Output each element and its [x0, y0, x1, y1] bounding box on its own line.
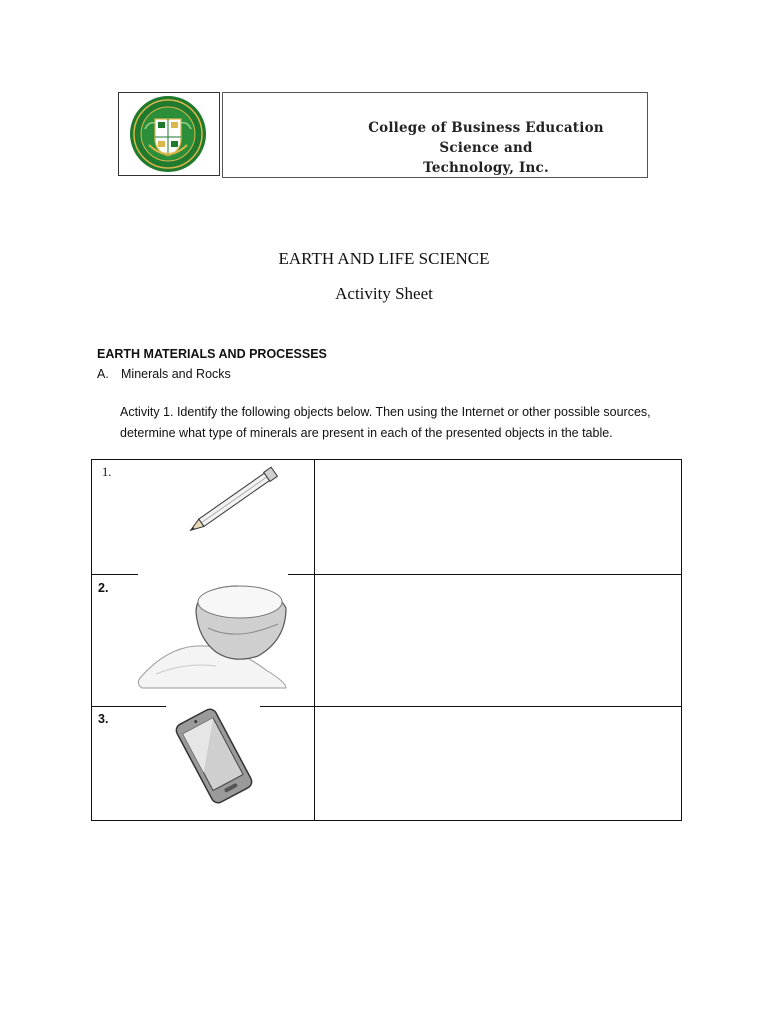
school-seal-icon [119, 93, 219, 175]
section-heading: EARTH MATERIALS AND PROCESSES [97, 347, 327, 361]
subject-title: EARTH AND LIFE SCIENCE [278, 249, 490, 268]
table-answer-cell[interactable] [316, 575, 680, 705]
college-name [340, 118, 632, 178]
logo-cell [118, 92, 220, 176]
table-row-number: 1. [102, 465, 112, 479]
activity-table [91, 459, 682, 821]
pencil-icon [178, 460, 288, 540]
college-name-line2: Technology, Inc. [423, 160, 549, 176]
table-row-number: 2. [98, 581, 109, 595]
table-answer-cell[interactable] [316, 460, 680, 573]
table-row-number: 3. [98, 712, 109, 726]
column-divider [314, 460, 315, 820]
table-answer-cell[interactable] [316, 707, 680, 820]
subsection-letter: A. [97, 367, 109, 381]
row-divider-gap [138, 573, 288, 576]
subsection-heading [97, 367, 231, 381]
college-header [118, 92, 648, 178]
sheet-title: Activity Sheet [335, 284, 433, 303]
salt-bowl-icon [136, 578, 294, 698]
activity-instructions: Activity 1. Identify the following objects below. Then using the Internet or other possible sources, determine what type of minerals are present in each of the presented objects in the table. [120, 405, 651, 440]
smartphone-icon [164, 706, 264, 806]
subsection-label: Minerals and Rocks [121, 367, 231, 381]
college-name-line1: College of Business Education Science and [368, 120, 604, 156]
